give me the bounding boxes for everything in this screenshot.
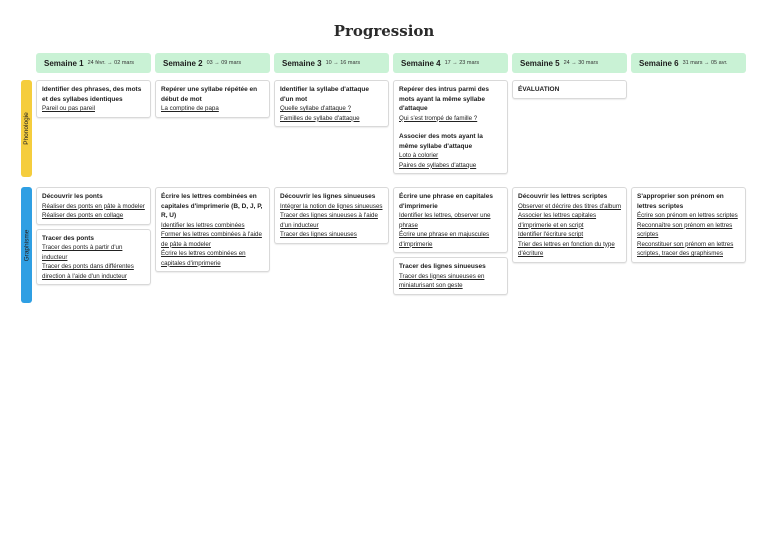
graphisme-week-3 xyxy=(274,187,389,244)
activity-card[interactable] xyxy=(512,187,627,263)
activity-link[interactable]: Quelle syllabe d'attaque ? xyxy=(280,105,352,112)
activity-card[interactable] xyxy=(274,80,389,127)
activity-link[interactable]: Écrire son prénom en lettres scriptes xyxy=(637,212,738,219)
week-header-3[interactable] xyxy=(274,53,389,73)
graphisme-week-4 xyxy=(393,187,508,295)
week-header-5[interactable] xyxy=(512,53,627,73)
week-header-row xyxy=(36,53,746,73)
week-dates: 03 → 09 mars xyxy=(206,60,242,66)
week-dates: 24 févr. → 02 mars xyxy=(87,60,135,66)
phonologie-week-5 xyxy=(512,80,627,99)
phonologie-week-1 xyxy=(36,80,151,118)
activity-link[interactable]: Reconstituer son prénom en lettres scriptes, tracer des graphismes xyxy=(637,240,734,257)
card-title: Repérer des intrus parmi des mots ayant la même syllabe d'attaque xyxy=(399,86,489,112)
week-header-1[interactable] xyxy=(36,53,151,73)
week-header-6[interactable] xyxy=(631,53,746,73)
card-title: Découvrir les lettres scriptes xyxy=(518,193,608,200)
card-title: Associer des mots ayant la même syllabe d'attaque xyxy=(399,133,483,150)
week-name: Semaine 4 xyxy=(401,58,441,68)
card-title: Tracer des ponts xyxy=(42,234,95,242)
week-dates: 31 mars → 05 avr. xyxy=(682,60,728,66)
evaluation-card[interactable] xyxy=(512,80,627,99)
activity-card[interactable] xyxy=(36,187,151,225)
activity-link[interactable]: Écrire une phrase en majuscules d'imprimerie xyxy=(399,231,490,248)
graphisme-week-6 xyxy=(631,187,746,263)
card-title: Découvrir les lignes sinueuses xyxy=(280,193,376,200)
card-title: Découvrir les ponts xyxy=(42,193,103,200)
activity-link[interactable]: Tracer des lignes sinueuses en miniaturisant son geste xyxy=(399,272,485,289)
activity-link[interactable]: Tracer des ponts dans différentes direction à l'aide d'un inducteur xyxy=(42,263,134,280)
activity-link[interactable]: Identifier l'écriture script xyxy=(518,231,584,238)
activity-link[interactable]: Observer et décrire des titres d'album xyxy=(518,202,621,210)
card-title: Repérer une syllabe répétée en début de mot xyxy=(161,86,258,103)
graphisme-week-1 xyxy=(36,187,151,285)
activity-card[interactable] xyxy=(393,257,508,295)
graphisme-week-2 xyxy=(155,187,270,272)
activity-link[interactable]: Qui s'est trompé de famille ? xyxy=(399,114,478,122)
row-label-text: Phonologie xyxy=(23,112,30,145)
row-label-text: Graphisme xyxy=(23,229,31,261)
activity-card[interactable] xyxy=(393,187,508,253)
week-dates: 10 → 16 mars xyxy=(325,60,361,66)
row-label-phonologie xyxy=(21,80,32,177)
card-title: Tracer des lignes sinueuses xyxy=(399,263,486,270)
activity-link[interactable]: Intégrer la notion de lignes sinueuses xyxy=(280,202,383,210)
activity-link[interactable]: Reconnaître son prénom en lettres scriptes xyxy=(637,221,733,238)
card-title: S'approprier son prénom en lettres scriptes xyxy=(637,193,724,210)
activity-link[interactable]: Identifier les lettres, observer une phrase xyxy=(399,212,491,229)
activity-card[interactable] xyxy=(631,187,746,263)
week-header-4[interactable] xyxy=(393,53,508,73)
activity-card[interactable] xyxy=(36,229,151,286)
phonologie-week-2 xyxy=(155,80,270,118)
page-title: Progression xyxy=(333,22,435,40)
row-label-graphisme xyxy=(21,187,32,303)
week-name: Semaine 3 xyxy=(282,58,322,68)
activity-card[interactable] xyxy=(155,80,270,118)
phonologie-week-3 xyxy=(274,80,389,127)
card-title: Identifier la syllabe d'attaque d'un mot xyxy=(280,86,369,103)
card-title: Identifier des phrases, des mots et des syllabes identiques xyxy=(42,86,142,103)
activity-link[interactable]: Former les lettres combinées à l'aide de pâte à modeler xyxy=(161,231,262,248)
activity-link[interactable]: Réaliser des ponts en collage xyxy=(42,212,124,219)
week-header-2[interactable] xyxy=(155,53,270,73)
activity-link[interactable]: Identifier les lettres combinées xyxy=(161,221,245,229)
activity-card[interactable] xyxy=(393,80,508,174)
graphisme-week-5 xyxy=(512,187,627,263)
activity-card[interactable] xyxy=(36,80,151,118)
card-title: Écrire une phrase en capitales d'imprimerie xyxy=(399,193,493,210)
week-name: Semaine 5 xyxy=(520,58,560,68)
activity-link[interactable]: Loto à colorier xyxy=(399,152,439,159)
week-dates: 24 → 30 mars xyxy=(563,60,599,66)
week-name: Semaine 1 xyxy=(44,58,84,68)
activity-link[interactable]: Tracer des ponts à partir d'un inducteur xyxy=(42,244,123,261)
activity-link[interactable]: Trier des lettres en fonction du type d'écriture xyxy=(518,240,615,257)
activity-link[interactable]: Associer les lettres capitales d'imprimerie et en script xyxy=(518,212,597,229)
activity-link[interactable]: Paires de syllabes d'attaque xyxy=(399,161,477,169)
card-title: ÉVALUATION xyxy=(518,86,560,93)
card-title: Écrire les lettres combinées en capitales d'imprimerie (B, D, J, P, R, U) xyxy=(161,193,263,219)
activity-link[interactable]: Écrire les lettres combinées en capitales d'imprimerie xyxy=(161,250,246,267)
activity-link[interactable]: Tracer des lignes sinueuses à l'aide d'un inducteur xyxy=(280,212,378,229)
phonologie-week-4 xyxy=(393,80,508,174)
activity-link[interactable]: Pareil ou pas pareil xyxy=(42,105,95,112)
week-name: Semaine 2 xyxy=(163,58,203,68)
activity-link[interactable]: Réaliser des ponts en pâte à modeler xyxy=(42,202,145,210)
week-name: Semaine 6 xyxy=(639,58,679,68)
activity-card[interactable] xyxy=(155,187,270,272)
activity-link[interactable]: Tracer des lignes sinueuses xyxy=(280,231,357,238)
activity-card[interactable] xyxy=(274,187,389,244)
week-dates: 17 → 23 mars xyxy=(444,60,480,66)
activity-link[interactable]: La comptine de papa xyxy=(161,105,219,112)
activity-link[interactable]: Familles de syllabe d'attaque xyxy=(280,114,360,122)
